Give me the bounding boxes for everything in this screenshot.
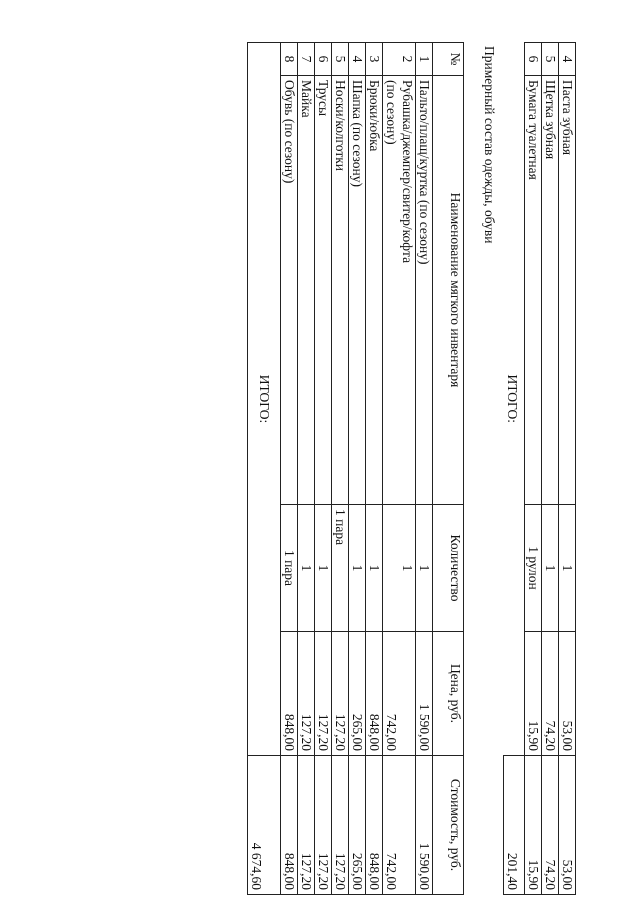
table-row xyxy=(525,43,542,895)
clothing-table xyxy=(247,42,464,895)
item-cost: 265,00 xyxy=(349,756,366,895)
item-name: Майка xyxy=(298,76,315,505)
item-price: 15,90 xyxy=(525,632,542,756)
item-name-continued: (по сезону) xyxy=(384,80,399,145)
item-price: 74,20 xyxy=(542,632,559,756)
item-cost: 74,20 xyxy=(542,756,559,895)
item-quantity: 1 xyxy=(542,505,559,632)
row-number: 4 xyxy=(349,43,366,76)
row-number: 1 xyxy=(416,43,433,76)
item-cost: 53,00 xyxy=(559,756,576,895)
item-price: 742,00 xyxy=(383,632,416,756)
item-name: Рубашка/джемпер/свитер/кофта xyxy=(400,80,415,264)
item-price: 265,00 xyxy=(349,632,366,756)
total-row xyxy=(248,43,281,895)
total-label: ИТОГО: xyxy=(248,43,281,756)
item-cost: 127,20 xyxy=(315,756,332,895)
item-quantity: 1 xyxy=(298,505,315,632)
item-quantity: 1 рулон xyxy=(525,505,542,632)
item-name: Носки/колготки xyxy=(332,76,349,505)
row-number: 5 xyxy=(542,43,559,76)
header-price: Цена, руб. xyxy=(433,632,464,756)
table-row xyxy=(383,43,416,895)
row-number: 8 xyxy=(281,43,298,76)
item-cost: 742,00 xyxy=(383,756,416,895)
row-number: 7 xyxy=(298,43,315,76)
table-row xyxy=(559,43,576,895)
header-quantity: Количество xyxy=(433,505,464,632)
section-title: Примерный состав одежды, обуви xyxy=(482,46,497,244)
item-cost: 848,00 xyxy=(281,756,298,895)
table-row xyxy=(416,43,433,895)
item-price: 848,00 xyxy=(366,632,383,756)
row-number: 2 xyxy=(383,43,416,76)
item-price: 127,20 xyxy=(332,632,349,756)
table-header-row xyxy=(433,43,464,895)
item-cost: 848,00 xyxy=(366,756,383,895)
item-price: 53,00 xyxy=(559,632,576,756)
table-row xyxy=(366,43,383,895)
table-row xyxy=(332,43,349,895)
row-number: 4 xyxy=(559,43,576,76)
item-name: Трусы xyxy=(315,76,332,505)
table-row xyxy=(281,43,298,895)
item-cost: 127,20 xyxy=(332,756,349,895)
item-name: Брюки/юбка xyxy=(366,76,383,505)
item-quantity: 1 xyxy=(349,505,366,632)
row-number: 6 xyxy=(525,43,542,76)
row-number: 5 xyxy=(332,43,349,76)
item-name: Обувь (по сезону) xyxy=(281,76,298,505)
item-cost: 1 590,00 xyxy=(416,756,433,895)
item-cost: 127,20 xyxy=(298,756,315,895)
item-quantity: 1 xyxy=(416,505,433,632)
table-row xyxy=(298,43,315,895)
row-number: 6 xyxy=(315,43,332,76)
item-quantity: 1 xyxy=(315,505,332,632)
total-row xyxy=(504,43,525,895)
header-number: № xyxy=(433,43,464,76)
table-row xyxy=(542,43,559,895)
item-name: Паста зубная xyxy=(559,76,576,505)
header-cost: Стоимость, руб. xyxy=(433,756,464,895)
item-price: 1 590,00 xyxy=(416,632,433,756)
item-name: Шапка (по сезону) xyxy=(349,76,366,505)
item-quantity: 1 xyxy=(383,505,416,632)
total-label: ИТОГО: xyxy=(505,374,520,424)
item-price: 848,00 xyxy=(281,632,298,756)
item-quantity: 1 xyxy=(559,505,576,632)
item-cost: 15,90 xyxy=(525,756,542,895)
table-row xyxy=(349,43,366,895)
total-value: 201,40 xyxy=(504,756,525,895)
item-quantity: 1 xyxy=(366,505,383,632)
hygiene-items-table xyxy=(504,42,577,895)
item-name: Бумага туалетная xyxy=(525,76,542,505)
item-price: 127,20 xyxy=(315,632,332,756)
header-name: Наименование мягкого инвентаря xyxy=(433,76,464,505)
item-name: Щетка зубная xyxy=(542,76,559,505)
item-name: Пальто/плащ/куртка (по сезону) xyxy=(416,76,433,505)
item-name-cell xyxy=(383,76,416,505)
item-quantity: 1 пара xyxy=(281,505,298,632)
table-row xyxy=(315,43,332,895)
total-value: 4 674,60 xyxy=(248,756,281,895)
item-quantity: 1 пара xyxy=(332,505,349,632)
item-price: 127,20 xyxy=(298,632,315,756)
row-number: 3 xyxy=(366,43,383,76)
